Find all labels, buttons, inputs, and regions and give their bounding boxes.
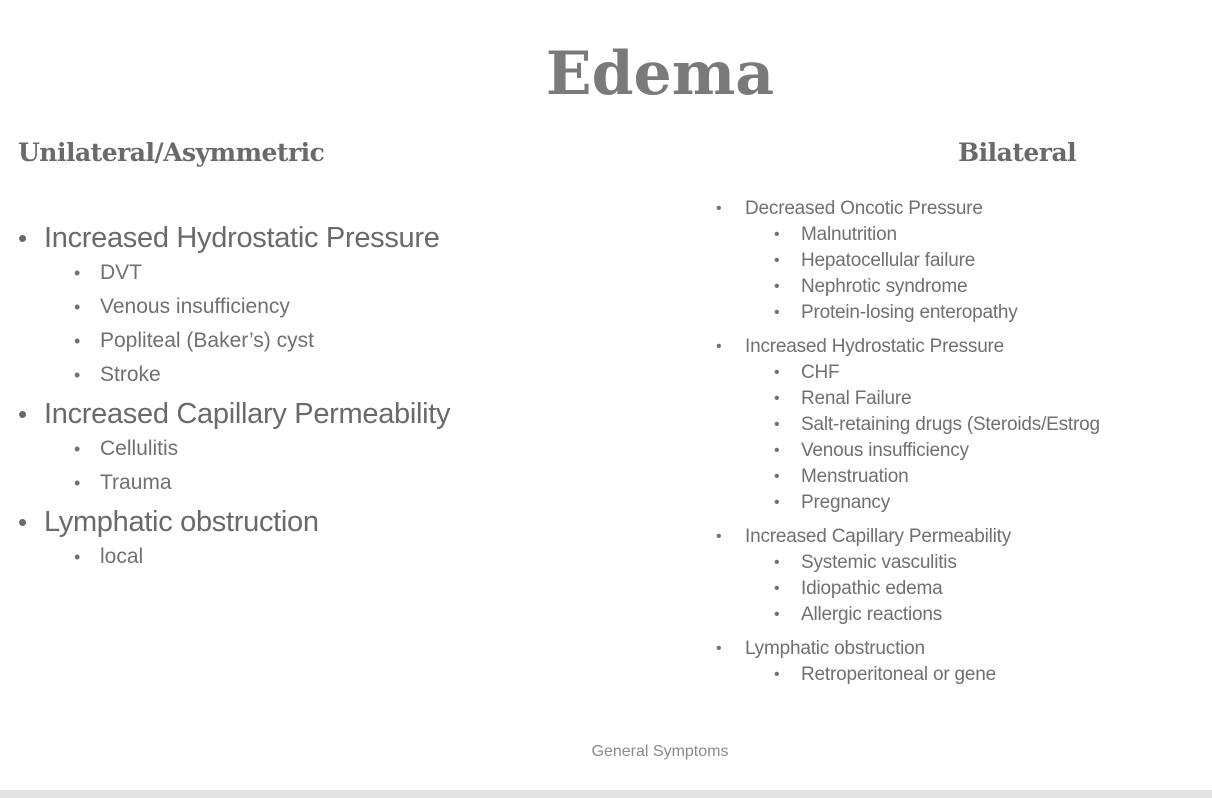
right-sublist — [716, 222, 1212, 326]
list-item: • Trauma — [74, 466, 538, 500]
slide-title: Edema — [545, 39, 775, 109]
unilateral-causes-list — [18, 220, 538, 578]
list-item: • Protein-losing enteropathy — [774, 300, 1212, 326]
left-group-label: • Lymphatic obstruction — [18, 504, 538, 540]
list-item: • Malnutrition — [774, 222, 1212, 248]
list-item: • Hepatocellular failure — [774, 248, 1212, 274]
right-column-heading: Bilateral — [958, 138, 1077, 167]
list-item: • Stroke — [74, 358, 538, 392]
right-sublist — [716, 662, 1212, 688]
list-item: • DVT — [74, 256, 538, 290]
bilateral-causes-list — [716, 196, 1212, 696]
list-item: • local — [74, 540, 538, 574]
left-group — [18, 504, 538, 574]
left-group-label: • Increased Capillary Permeability — [18, 396, 538, 432]
list-item: • Salt-retaining drugs (Steroids/Estrog — [774, 412, 1212, 438]
right-group — [716, 524, 1212, 628]
list-item: • Idiopathic edema — [774, 576, 1212, 602]
window-bottom-bar — [0, 790, 1212, 798]
right-group — [716, 334, 1212, 516]
list-item: • Pregnancy — [774, 490, 1212, 516]
right-group-label: • Increased Capillary Permeability — [716, 524, 1212, 550]
left-group-label: • Increased Hydrostatic Pressure — [18, 220, 538, 256]
right-group — [716, 636, 1212, 688]
list-item: • Popliteal (Baker’s) cyst — [74, 324, 538, 358]
right-sublist — [716, 360, 1212, 516]
left-column-heading: Unilateral/Asymmetric — [18, 138, 325, 167]
right-group-label: • Decreased Oncotic Pressure — [716, 196, 1212, 222]
right-sublist — [716, 550, 1212, 628]
list-item: • Venous insufficiency — [774, 438, 1212, 464]
list-item: • Nephrotic syndrome — [774, 274, 1212, 300]
left-group — [18, 396, 538, 500]
list-item: • Systemic vasculitis — [774, 550, 1212, 576]
left-sublist — [18, 540, 538, 574]
left-sublist — [18, 256, 538, 392]
left-group — [18, 220, 538, 392]
left-sublist — [18, 432, 538, 500]
right-group-label: • Increased Hydrostatic Pressure — [716, 334, 1212, 360]
list-item: • CHF — [774, 360, 1212, 386]
list-item: • Menstruation — [774, 464, 1212, 490]
right-group-label: • Lymphatic obstruction — [716, 636, 1212, 662]
list-item: • Renal Failure — [774, 386, 1212, 412]
list-item: • Retroperitoneal or gene — [774, 662, 1212, 688]
list-item: • Cellulitis — [74, 432, 538, 466]
list-item: • Allergic reactions — [774, 602, 1212, 628]
list-item: • Venous insufficiency — [74, 290, 538, 324]
slide-footer: General Symptoms — [591, 743, 729, 760]
right-group — [716, 196, 1212, 326]
